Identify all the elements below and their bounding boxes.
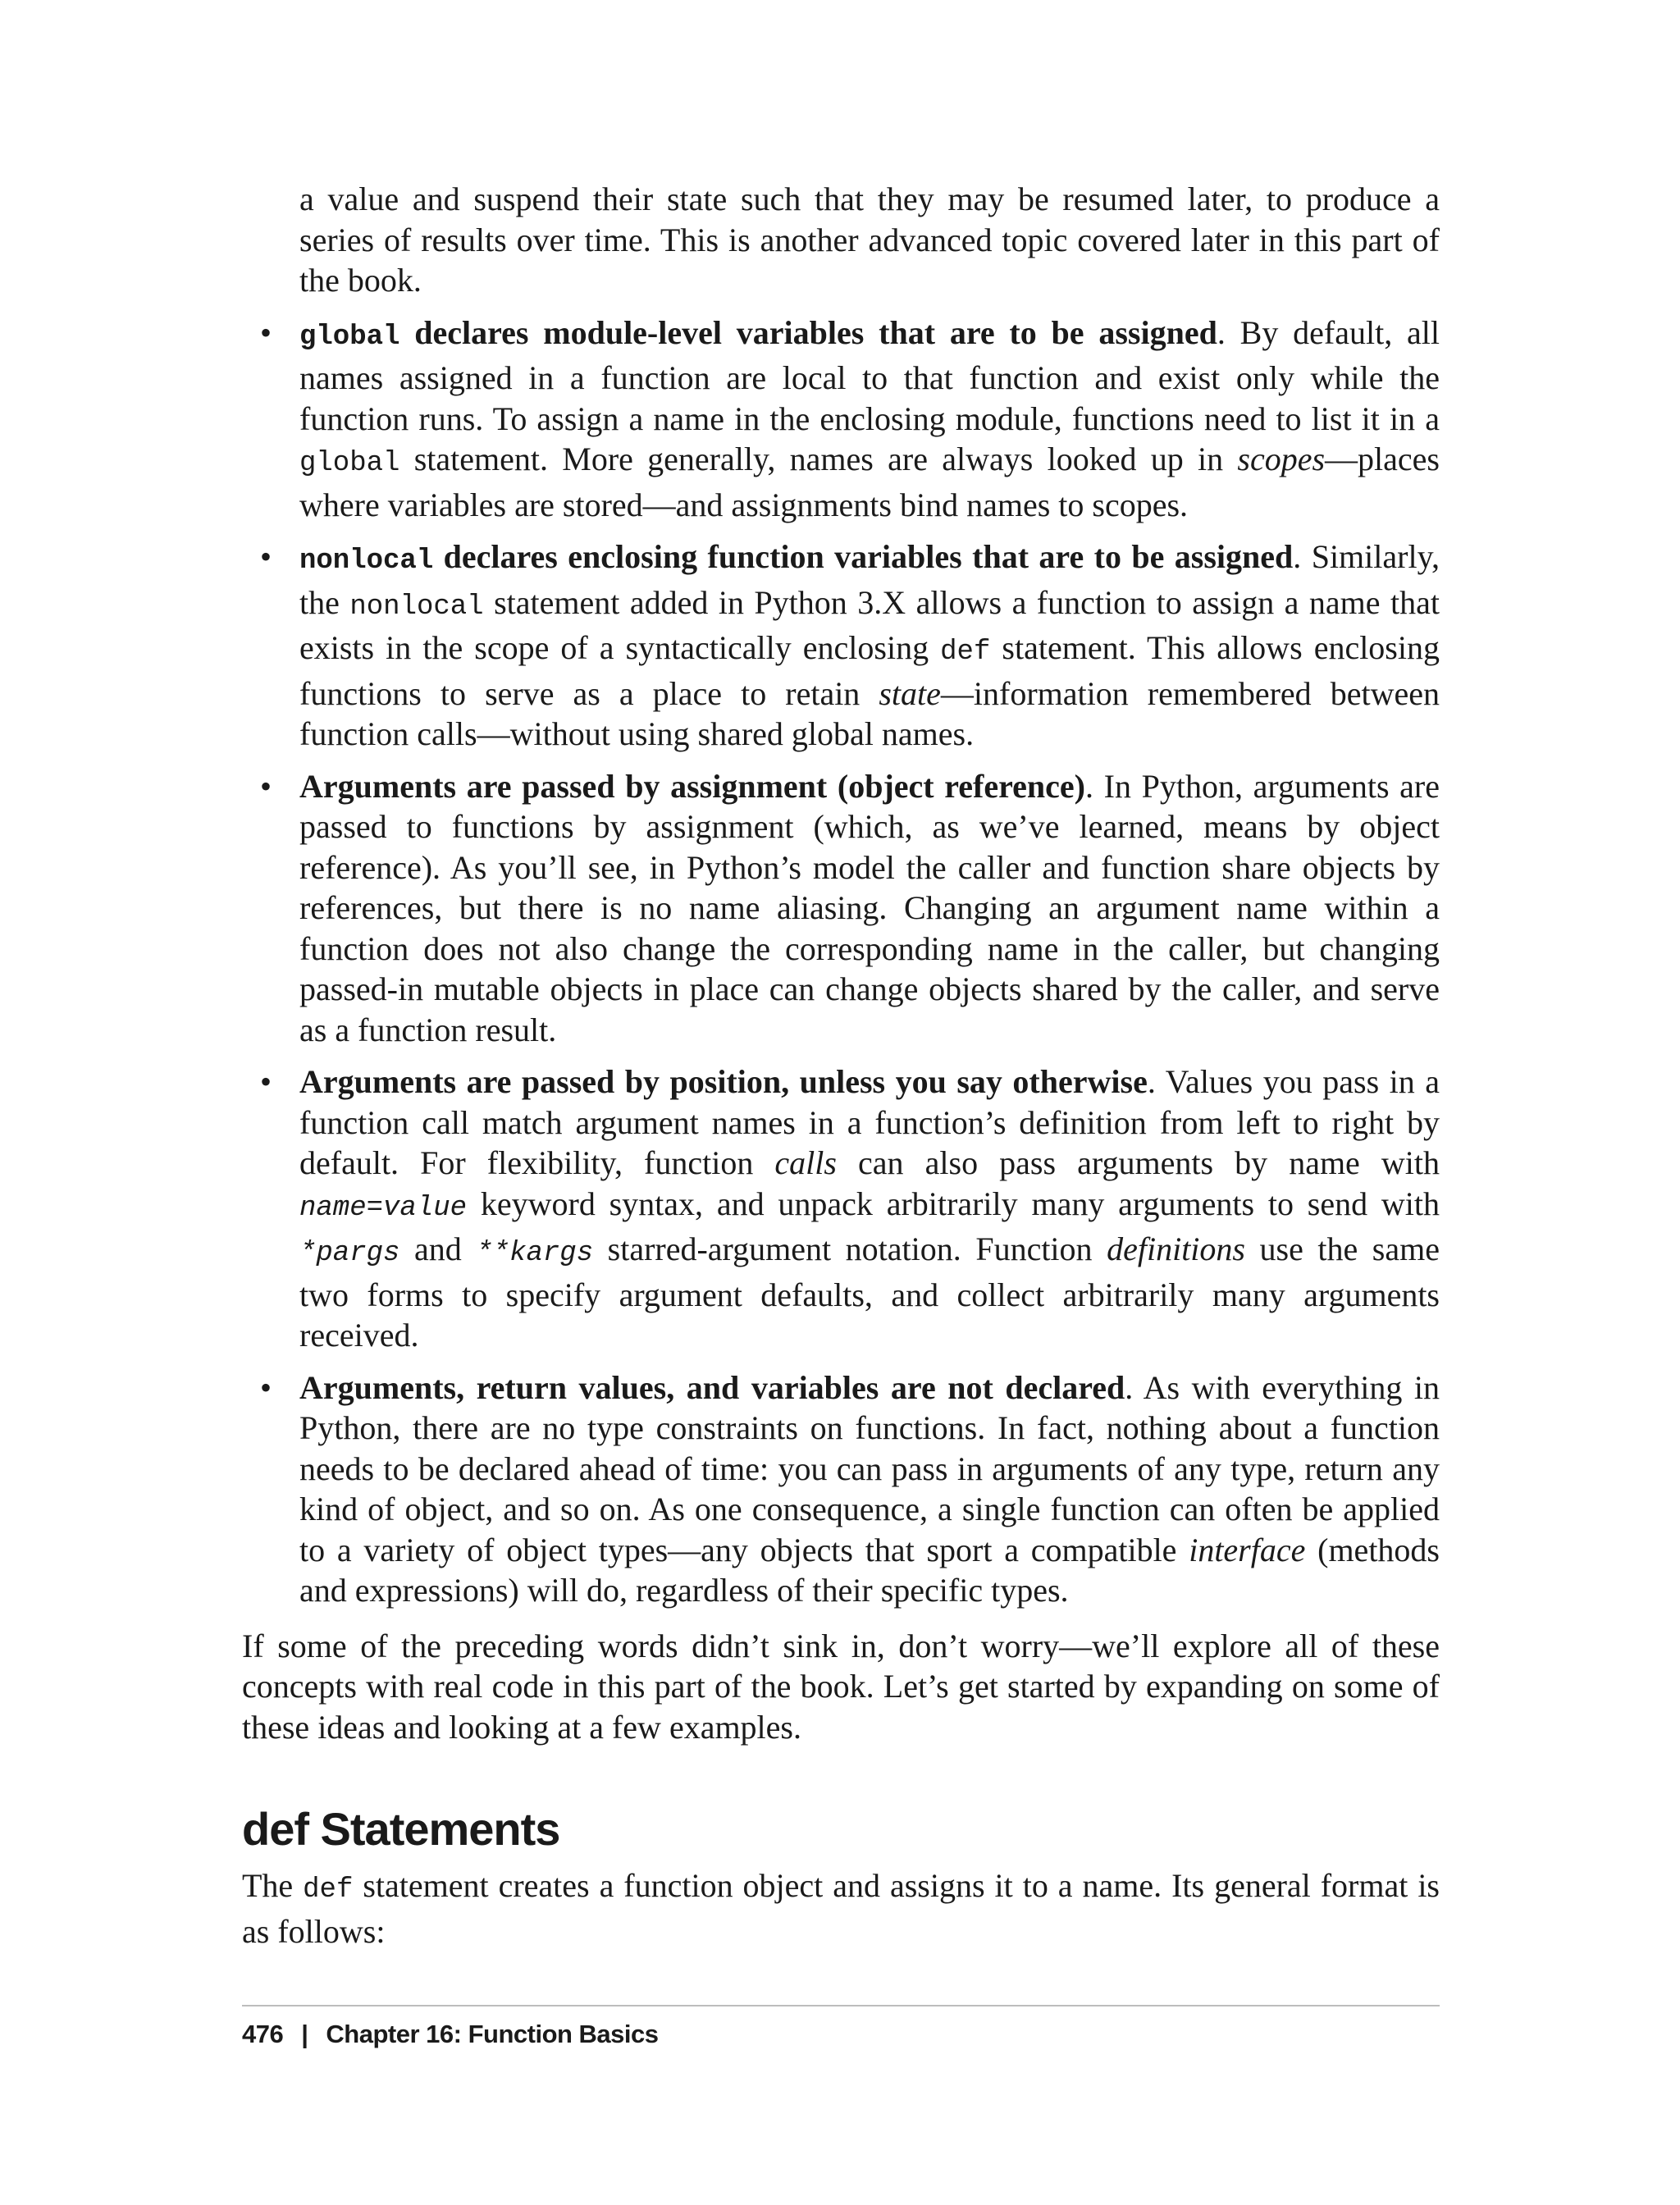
bullet-heading: Arguments, return values, and variables are not declared <box>299 1368 1125 1406</box>
body-text: (methods and expressions) will do, regardless of their specific types. <box>299 1531 1440 1609</box>
page-footer <box>242 2020 659 2049</box>
inline-code: **kargs <box>476 1238 594 1269</box>
body-text: —information remembered between function calls—without using shared global names. <box>299 674 1440 752</box>
page-body <box>242 179 1440 1952</box>
body-text: statement added in Python 3.X allows a function to assign a name that exists in the scope of a syntactically enclosing <box>299 583 1440 666</box>
inline-code: def <box>303 1874 354 1906</box>
inline-code: def <box>940 637 991 668</box>
body-text: statement. This allows enclosing functions to serve as a place to retain <box>299 629 1440 712</box>
bullet-heading <box>299 314 1217 351</box>
body-text: statement creates a function object and assigns it to a name. Its general format is as follows: <box>242 1867 1440 1950</box>
body-text: and <box>399 1230 477 1267</box>
body-text: . Values you pass in a function call match argument names in a function’s definition from left to right by default. For flexibility, function <box>299 1063 1440 1181</box>
body-text: . In Python, arguments are passed to functions by assignment (which, as we’ve learned, means by object reference). As you’ll see, in Python’s model the caller and function share objects by references, but there is no name aliasing. Changing an argument name within a function does not also change the corresponding name in the caller, but changing passed-in mutable objects in place can change objects shared by the caller, and serve as a function result. <box>299 767 1440 1048</box>
body-text: keyword syntax, and unpack arbitrarily many arguments to send with <box>467 1185 1440 1222</box>
section-heading: def Statements <box>242 1803 560 1855</box>
heading-text: declares module-level variables that are to be assigned <box>399 313 1217 351</box>
body-text: use the same two forms to specify argument defaults, and collect arbitrarily many arguments received. <box>299 1230 1440 1354</box>
body-text: . As with everything in Python, there are no type constraints on functions. In fact, nothing about a function needs to be declared ahead of time: you can pass in arguments of any type, return any kind of object, and so on. As one consequence, a single function can often be applied to a variety of object types—any objects that sport a compatible <box>299 1368 1440 1568</box>
list-item <box>260 1367 1440 1611</box>
body-text: starred-argument notation. Function <box>593 1230 1107 1267</box>
inline-code: *pargs <box>299 1238 400 1269</box>
closing-paragraph: If some of the preceding words didn’t sink in, don’t worry—we’ll explore all of these concepts with real code in this part of the book. Let’s get started by expanding on some of these ideas and looking at a few examples. <box>242 1627 1440 1746</box>
bullet-heading: Arguments are passed by assignment (object reference) <box>299 767 1085 805</box>
bullet-icon: • <box>260 313 272 351</box>
emphasis: interface <box>1189 1531 1306 1568</box>
keyword-code: global <box>299 321 400 353</box>
footer-separator: | <box>301 2020 308 2048</box>
emphasis: state <box>879 674 941 712</box>
body-text: . Similarly, the <box>299 538 1440 621</box>
body-text: statement. More generally, names are always looked up in <box>399 441 1238 477</box>
footer-divider <box>242 2005 1440 2006</box>
feature-list <box>242 313 1440 1611</box>
bullet-heading <box>299 538 1293 575</box>
section-paragraph <box>242 1865 1440 1952</box>
inline-code: name=value <box>299 1192 468 1224</box>
page-number: 476 <box>242 2020 284 2048</box>
bullet-heading: Arguments are passed by position, unless you say otherwise <box>299 1063 1148 1100</box>
list-item <box>260 536 1440 755</box>
bullet-icon: • <box>260 1368 272 1406</box>
body-text: can also pass arguments by name with <box>836 1144 1440 1181</box>
list-item <box>260 766 1440 1051</box>
chapter-title: Chapter 16: Function Basics <box>326 2020 659 2048</box>
emphasis: definitions <box>1107 1230 1245 1267</box>
body-text: . By default, all names assigned in a function are local to that function and exist only while the function runs. To assign a name in the enclosing module, functions need to list it in a <box>299 313 1440 437</box>
bullet-icon: • <box>260 538 272 575</box>
inline-code: global <box>299 448 400 479</box>
intro-paragraph: a value and suspend their state such that they may be resumed later, to produce a series of results over time. This is another advanced topic covered later in this part of the book. <box>299 180 1440 299</box>
heading-text: declares enclosing function variables that are to be assigned <box>433 538 1294 575</box>
keyword-code: nonlocal <box>299 546 434 577</box>
list-item <box>260 313 1440 526</box>
bullet-icon: • <box>260 767 272 805</box>
bullet-icon: • <box>260 1063 272 1100</box>
list-item <box>260 1061 1440 1356</box>
emphasis: scopes <box>1237 441 1326 477</box>
body-text: The <box>242 1867 304 1904</box>
emphasis: calls <box>774 1144 837 1181</box>
body-text: —places where variables are stored—and assignments bind names to scopes. <box>299 441 1440 523</box>
inline-code: nonlocal <box>349 591 484 623</box>
